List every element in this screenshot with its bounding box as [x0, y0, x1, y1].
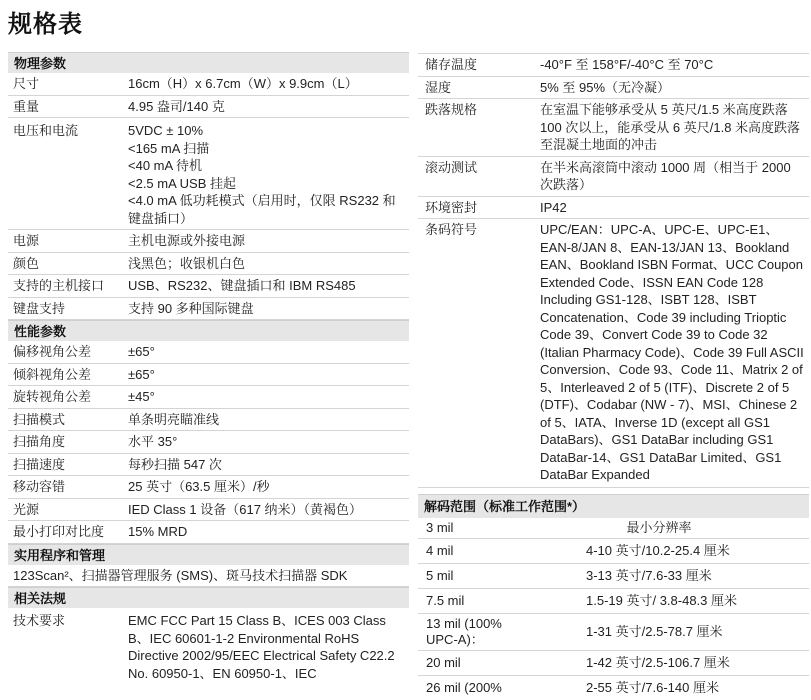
spec-row: [8, 341, 409, 364]
decode-row: [418, 589, 809, 614]
spec-row: [8, 386, 409, 409]
spec-key: 尺寸: [13, 76, 40, 91]
spec-key: 光源: [13, 501, 40, 517]
spec-key: 环境密封: [425, 199, 478, 215]
spec-row: [418, 219, 809, 488]
utilities-text: 123Scan²、扫描器管理服务 (SMS)、斑马技术扫描器 SDK: [8, 565, 409, 588]
decode-range: 3-13 英寸/7.6-33 厘米: [586, 567, 712, 583]
spec-value: ±45°: [128, 389, 155, 404]
spec-key: 电源: [13, 233, 40, 248]
physical-rows: [8, 73, 409, 320]
section-header-decode-range: 解码范围（标准工作范围*）: [418, 494, 809, 518]
spec-value: IP42: [540, 199, 567, 215]
spec-row: [8, 431, 409, 454]
spec-row: [8, 499, 409, 522]
decode-range: 1-31 英寸/2.5-78.7 厘米: [586, 623, 723, 639]
section-header-regulatory: 相关法规: [8, 587, 409, 608]
spec-key: 键盘支持: [13, 300, 66, 316]
decode-row: [418, 614, 809, 651]
spec-row: [418, 197, 809, 220]
spec-value: 水平 35°: [128, 434, 178, 449]
spec-key: 扫描速度: [13, 456, 66, 472]
spec-key: 扫描角度: [13, 434, 66, 449]
spec-row: [8, 253, 409, 276]
spec-key: 扫描模式: [13, 411, 66, 427]
spec-value: 每秒扫描 547 次: [128, 456, 222, 472]
spec-key: 移动容错: [13, 479, 66, 494]
left-column: [8, 52, 409, 684]
spec-value: 单条明亮瞄准线: [128, 411, 220, 427]
spec-value: 浅黑色；收银机白色: [128, 255, 246, 271]
spec-value: 5% 至 95%（无冷凝）: [540, 79, 671, 95]
spec-row: [418, 53, 809, 77]
spec-row: [8, 230, 409, 253]
spec-value: 25 英寸（63.5 厘米）/秒: [128, 479, 270, 494]
spec-key: 跌落规格: [425, 102, 478, 117]
spec-value: IED Class 1 设备（617 纳米）（黄褐色）: [128, 501, 363, 517]
performance-rows: [8, 341, 409, 544]
decode-range: 1-42 英寸/2.5-106.7 厘米: [586, 654, 730, 670]
spec-value: 16cm（H）x 6.7cm（W）x 9.9cm（L）: [128, 76, 358, 91]
spec-value: 在室温下能够承受从 5 英尺/1.5 米高度跌落 100 次以上，能承受从 6 英尺/1.8 米高度跌落至混凝土地面的冲击: [540, 102, 801, 152]
section-header-physical: 物理参数: [8, 52, 409, 73]
spec-row: [8, 118, 409, 230]
spec-row: [8, 454, 409, 477]
decode-row: [418, 676, 809, 700]
spec-value: 15% MRD: [128, 524, 188, 539]
spec-key: 条码符号: [425, 222, 478, 237]
spec-value: ±65°: [128, 366, 155, 382]
spec-value: UPC/EAN：UPC-A、UPC-E、UPC-E1、EAN-8/JAN 8、EAN-13/JAN 13、Bookland EAN、Bookland ISBN Format、UCC Coupon Extended Code、ISSN EAN Code 128 Including GS1-128、ISBT 128、ISBT Concatenation、Code 39 including Trioptic Code 39、Convert Code 39 to Code 32 (Italian Pharmacy Code)、Code 39 Full ASCII Conversion、Code 93、Code 11、Matrix 2 of 5、Interleaved 2 of 5 (ITF)、Discrete 2 of 5 (DTF)、Codabar (NW - 7)、MSI、Chinese 2 of 5、IATA、Inverse 1D (except all GS1 DataBars)、GS1 DataBar including GS1 DataBar-14、GS1 DataBar Limited、GS1 DataBar Expanded: [540, 222, 804, 482]
spec-value: 5VDC ± 10% <165 mA 扫描 <40 mA 待机 <2.5 mA USB 挂起 <4.0 mA 低功耗模式（启用时，仅限 RS232 和键盘插口）: [128, 123, 396, 226]
spec-key: 旋转视角公差: [13, 389, 92, 404]
spec-value: EMC FCC Part 15 Class B、ICES 003 Class B、IEC 60601-1-2 Environmental RoHS Directive 2002/95/EEC Electrical Safety C22.2 No. 60950-1、EN 60950-1、IEC: [128, 613, 395, 681]
page-title: 规格表: [8, 10, 83, 38]
spec-row: [418, 77, 809, 100]
spec-value: 在半米高滚筒中滚动 1000 周（相当于 2000 次跌落）: [540, 159, 791, 192]
spec-row: [418, 99, 809, 157]
spec-row: [8, 73, 409, 96]
decode-range: 1.5-19 英寸/ 3.8-48.3 厘米: [586, 592, 738, 608]
spec-row: [8, 96, 409, 119]
spec-row: [8, 409, 409, 432]
spec-key: 技术要求: [13, 613, 66, 628]
spec-row: [8, 364, 409, 387]
decode-density: 4 mil: [426, 542, 454, 558]
decode-row: [418, 539, 809, 564]
spec-row: [8, 275, 409, 298]
spec-value: -40°F 至 158°F/-40°C 至 70°C: [540, 57, 714, 72]
section-header-utilities: 实用程序和管理: [8, 544, 409, 565]
spec-key: 储存温度: [425, 57, 478, 72]
spec-value: 支持 90 多种国际键盘: [128, 300, 254, 316]
spec-row: [8, 298, 409, 321]
spec-value: 4.95 盎司/140 克: [128, 98, 225, 114]
decode-col-2: 最小分辨率: [626, 519, 692, 535]
spec-key: 最小打印对比度: [13, 524, 105, 539]
spec-key: 倾斜视角公差: [13, 366, 92, 382]
spec-row: [8, 608, 409, 684]
decode-density: 7.5 mil: [426, 592, 465, 608]
spec-key: 颜色: [13, 255, 40, 271]
spec-value: 主机电源或外接电源: [128, 233, 246, 248]
spec-key: 滚动测试: [425, 159, 478, 175]
decode-density: 20 mil: [426, 654, 461, 670]
decode-density: 5 mil: [426, 567, 454, 583]
spec-row: [418, 157, 809, 197]
spec-key: 支持的主机接口: [13, 278, 105, 293]
decode-row: [418, 651, 809, 676]
decode-density: 26 mil (200%: [426, 679, 502, 695]
decode-row: [418, 564, 809, 589]
spec-value: USB、RS232、键盘插口和 IBM RS485: [128, 278, 356, 293]
decode-table-header: [418, 518, 809, 539]
decode-col-1: 3 mil: [426, 519, 454, 535]
decode-range: 2-55 英寸/7.6-140 厘米: [586, 679, 719, 695]
spec-key: 电压和电流: [13, 123, 79, 138]
decode-range: 4-10 英寸/10.2-25.4 厘米: [586, 542, 730, 558]
decode-density: 13 mil (100% UPC-A)：: [426, 615, 502, 647]
spec-key: 重量: [13, 98, 40, 114]
spec-row: [8, 521, 409, 544]
section-header-performance: 性能参数: [8, 320, 409, 341]
right-column: [418, 53, 809, 700]
spec-key: 湿度: [425, 79, 452, 95]
spec-row: [8, 476, 409, 499]
spec-key: 偏移视角公差: [13, 344, 92, 359]
spec-value: ±65°: [128, 344, 155, 359]
